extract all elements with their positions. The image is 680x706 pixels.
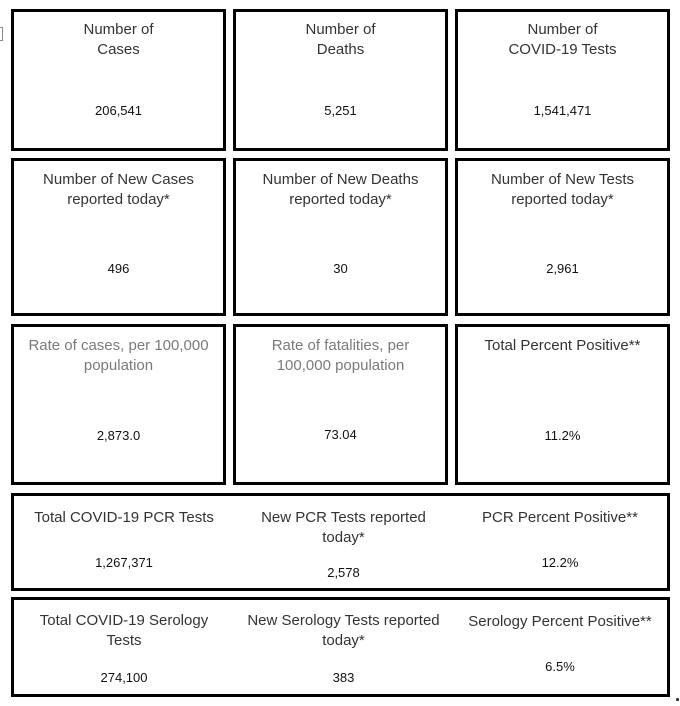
card-rate-of-cases (11, 324, 226, 485)
card-number-of-cases (11, 9, 226, 151)
card-value: 73.04 (324, 427, 357, 442)
serology-percent-column (453, 600, 667, 694)
pcr-percent-column (453, 496, 667, 588)
card-value: 2,873.0 (96, 428, 141, 443)
pcr-new-column (234, 496, 453, 588)
serology-percent-value: 6.5% (545, 659, 575, 674)
card-value: 5,251 (324, 103, 357, 118)
card-value: 30 (333, 261, 348, 276)
pcr-percent-value: 12.2% (541, 555, 579, 570)
pcr-new-value: 2,578 (327, 565, 360, 580)
card-label: Total Percent Positive** (484, 337, 641, 354)
card-rate-of-fatalities (233, 324, 448, 485)
card-value: 11.2% (544, 428, 581, 443)
pcr-total-value: 1,267,371 (95, 555, 153, 570)
card-number-of-tests (455, 9, 670, 151)
card-label: Number of Deaths (305, 21, 376, 58)
pcr-percent-label: PCR Percent Positive** (482, 509, 638, 526)
serology-total-label: Total COVID-19 Serology Tests (39, 612, 209, 649)
card-new-tests (455, 158, 670, 316)
serology-new-value: 383 (332, 670, 355, 685)
card-number-of-deaths (233, 9, 448, 151)
card-label: Number of Cases (83, 21, 154, 58)
card-label: Number of COVID-19 Tests (508, 21, 617, 58)
card-label: Rate of fatalities, per 100,000 population (271, 337, 410, 374)
card-label: Number of New Tests reported today* (490, 171, 635, 208)
card-value: 1,541,471 (533, 103, 592, 118)
serology-percent-label: Serology Percent Positive** (468, 613, 652, 630)
serology-total-column (14, 600, 234, 694)
card-label: Number of New Deaths reported today* (262, 171, 419, 208)
card-value: 496 (107, 261, 130, 276)
card-new-cases (11, 158, 226, 316)
card-value: 2,961 (546, 261, 579, 276)
serology-tests-panel (11, 597, 670, 697)
corner-dot (676, 698, 679, 701)
card-total-percent-positive (455, 324, 670, 485)
pcr-new-label: New PCR Tests reported today* (261, 509, 426, 546)
edge-scroll-marker (0, 27, 3, 41)
card-value: 206,541 (95, 103, 142, 118)
pcr-tests-panel (11, 493, 670, 591)
pcr-total-column (14, 496, 234, 588)
serology-new-label: New Serology Tests reported today* (247, 612, 440, 649)
card-label: Number of New Cases reported today* (43, 171, 194, 208)
pcr-total-label: Total COVID-19 PCR Tests (34, 509, 214, 526)
serology-total-value: 274,100 (100, 670, 148, 685)
card-new-deaths (233, 158, 448, 316)
card-label: Rate of cases, per 100,000 population (28, 337, 209, 374)
serology-new-column (234, 600, 453, 694)
